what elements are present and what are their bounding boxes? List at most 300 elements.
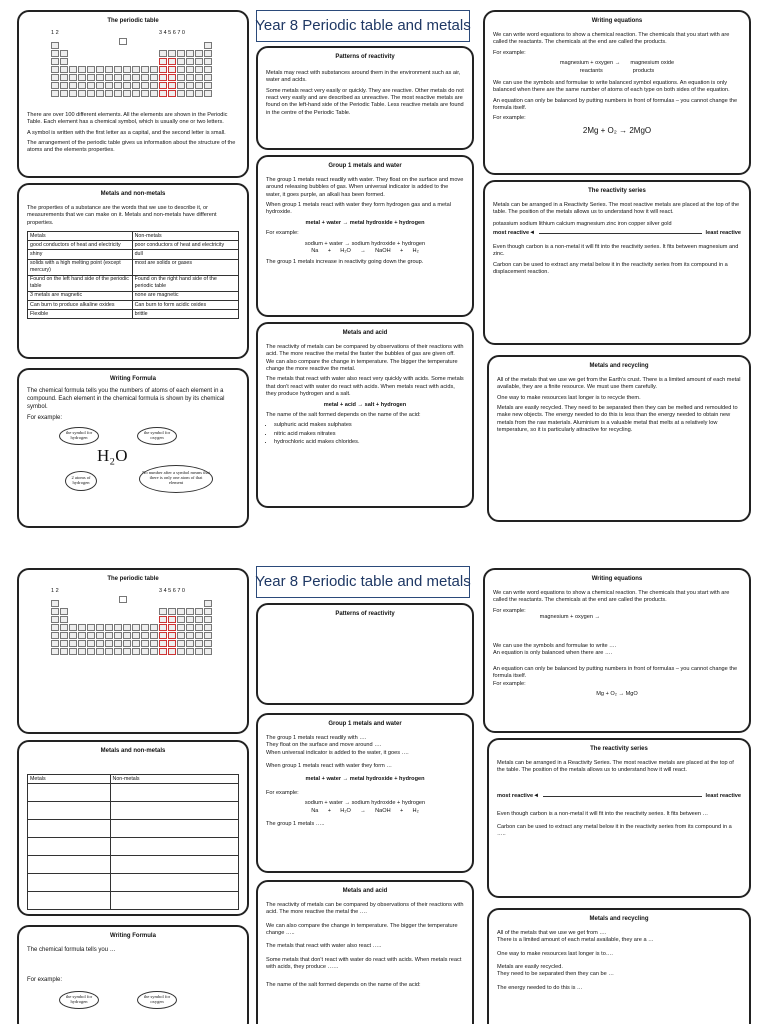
page-title-box [256, 10, 470, 42]
element-cell [195, 74, 203, 81]
recycling-text-3: Metals are easily recycled. They need to be separated then they can be melted and remoulded to make new objects. The energy needed to do this is less than the energy needed to obtain new metals from the raw materials. Aluminium is a valuable metal that melts at a relatively low temperature, so it is particularly attractive for recycling. [497, 405, 738, 434]
element-cell [51, 648, 59, 655]
element-cell [132, 74, 140, 81]
metals-nonmetals-table [27, 231, 239, 319]
element-cell [195, 616, 203, 623]
element-cell [204, 640, 212, 647]
reactivity-text-3: Carbon can be used to extract any metal below it in the reactivity series from its compound in a ….. [497, 823, 732, 838]
element-cell [105, 648, 113, 655]
metals-list: potassium sodium lithium calcium magnesium zinc iron copper silver gold [493, 220, 672, 227]
element-cell [150, 632, 158, 639]
element-cell [177, 90, 185, 97]
element-cell [168, 616, 176, 623]
element-cell [96, 74, 104, 81]
element-cell [204, 82, 212, 89]
writing-eq-text-1: We can write word equations to show a chemical reaction. The chemicals that you start with are called the reactants. The chemicals at the end are called the products. [493, 589, 730, 604]
element-cell [195, 608, 203, 615]
element-cell [159, 74, 167, 81]
reactivity-series-card-blank [487, 738, 751, 898]
bubble-symbol-hydrogen: the symbol for hydrogen [59, 427, 99, 445]
element-cell [150, 648, 158, 655]
col-metals: Metals [28, 232, 133, 241]
equation-labels [493, 68, 741, 75]
element-cell [141, 648, 149, 655]
element-cell [60, 58, 68, 65]
card-title: The reactivity series [588, 188, 646, 194]
element-cell [195, 640, 203, 647]
element-cell [168, 632, 176, 639]
periodic-table-card-blank [17, 568, 249, 734]
element-cell [195, 624, 203, 631]
element-cell [204, 648, 212, 655]
element-cell [60, 632, 68, 639]
element-cell [51, 66, 59, 73]
element-cell [150, 74, 158, 81]
element-cell [87, 640, 95, 647]
equation-left: magnesium + oxygen → [559, 60, 621, 67]
periodic-text-1: There are over 100 different elements. All the elements are shown in the Periodic Table. Each element has a chemical symbol, which is usually one or two letters. [27, 111, 228, 126]
element-cell [51, 58, 59, 65]
acid-text-2: We can also compare the change in temperature. The bigger the temperature change ….. [266, 922, 458, 937]
element-cell [168, 648, 176, 655]
element-cell [177, 82, 185, 89]
table-row: Flexible brittle [28, 310, 239, 319]
acid-bullets [274, 422, 464, 446]
element-cell [114, 632, 122, 639]
element-cell [177, 640, 185, 647]
element-cell [168, 608, 176, 615]
element-cell [87, 648, 95, 655]
group-numbers-left: 1 2 [51, 29, 59, 36]
reactivity-series-card [483, 180, 751, 345]
periodic-text-3: The arrangement of the periodic table gives us information about the structure of the atoms and the elements properties. [27, 140, 236, 154]
element-cell [186, 632, 194, 639]
element-cell [105, 66, 113, 73]
element-cell [186, 624, 194, 631]
element-cell [195, 50, 203, 57]
element-cell [78, 632, 86, 639]
element-cell [69, 74, 77, 81]
element-cell [96, 648, 104, 655]
element-cell [204, 608, 212, 615]
group1-eq-words: sodium + water → sodium hydroxide + hydrogen [304, 240, 426, 247]
writing-equations-card [483, 10, 751, 175]
element-cell [204, 90, 212, 97]
element-cell [69, 640, 77, 647]
element-cell [168, 74, 176, 81]
table-row: Can burn to produce alkaline oxides Can burn to form acidic oxides [28, 301, 239, 310]
element-cell [159, 648, 167, 655]
recycling-text-3a: Metals are easily recycled. [497, 964, 563, 971]
element-cell [51, 82, 59, 89]
element-cell [204, 600, 212, 607]
group1-text-1a: The group 1 metals react readily with …. [266, 734, 367, 741]
element-cell [87, 82, 95, 89]
element-cell [96, 66, 104, 73]
hydrogen-cell [119, 596, 127, 603]
periodic-table-card [17, 10, 249, 178]
most-reactive-label: most reactive [497, 792, 534, 799]
symbol-equation: Mg + O₂ → MgO [596, 690, 638, 697]
element-cell [123, 632, 131, 639]
element-cell [177, 624, 185, 631]
bubble-symbol-oxygen: the symbol for oxygen [137, 991, 177, 1009]
col-nonmetals: Non-metals [132, 232, 238, 241]
element-cell [105, 74, 113, 81]
element-cell [51, 640, 59, 647]
group1-word-equation: metal + water → metal hydroxide + hydrogen [305, 219, 425, 226]
recycling-text-2: One way to make resources last longer is to…. [497, 950, 613, 957]
metals-nonmetals-text: The properties of a substance are the words that we use to describe it, or measurements that we can make on it. Metals and non-metals have different properties. [27, 204, 217, 226]
element-cell [123, 66, 131, 73]
card-title: Metals and acid [342, 888, 388, 894]
element-cell [195, 66, 203, 73]
card-title: Group 1 metals and water [328, 721, 402, 727]
acid-text-2: The metals that react with water also react very quickly with acids. Some metals that don't react with water do react with acids. When metals react with acids, they produce hydrogen and a salt. [266, 376, 464, 398]
card-title: Metals and recycling [589, 363, 649, 369]
element-cell [78, 648, 86, 655]
writing-formula-card-blank [17, 925, 249, 1024]
element-cell [204, 50, 212, 57]
element-cell [186, 58, 194, 65]
element-cell [132, 90, 140, 97]
element-cell [186, 74, 194, 81]
element-cell [195, 632, 203, 639]
most-reactive-label: most reactive [493, 230, 530, 237]
element-cell [114, 624, 122, 631]
table-row [28, 820, 239, 838]
card-title: Metals and non-metals [100, 748, 166, 754]
group1-eq-words: sodium + water → sodium hydroxide + hydrogen [304, 800, 426, 807]
element-cell [186, 50, 194, 57]
element-cell [96, 82, 104, 89]
element-cell [60, 90, 68, 97]
periodic-table-diagram [43, 588, 223, 670]
element-cell [159, 58, 167, 65]
bubble-symbol-oxygen: the symbol for oxygen [137, 427, 177, 445]
table-row [28, 874, 239, 892]
element-cell [96, 90, 104, 97]
element-cell [186, 66, 194, 73]
element-cell [87, 624, 95, 631]
element-cell [123, 624, 131, 631]
element-cell [168, 66, 176, 73]
element-cell [51, 624, 59, 631]
writing-eq-text-2b: An equation is only balanced when there are …. [493, 650, 613, 657]
card-title: Patterns of reactivity [335, 54, 395, 60]
card-title: Metals and non-metals [100, 191, 166, 197]
reactants-label: reactants [579, 68, 603, 75]
element-cell [60, 616, 68, 623]
element-cell [114, 66, 122, 73]
element-cell [51, 42, 59, 49]
element-cell [105, 82, 113, 89]
recycling-card [487, 355, 751, 522]
element-cell [51, 608, 59, 615]
element-cell [96, 640, 104, 647]
acid-text-4: Some metals that don't react with water do react with acids. When metals react with acids, they produce …… [266, 956, 462, 971]
equation-left: magnesium + oxygen → [539, 613, 601, 620]
element-cell [177, 632, 185, 639]
element-cell [177, 58, 185, 65]
patterns-text-2: Some metals react very easily or quickly. They are reactive. Other metals do not react very easily and are described as unreactive. The most reactive metals are found on the left-hand side of the Periodic Table. Less reactive metals are found in the centre of the Periodic Table. [266, 87, 464, 116]
group1-text-2: When group 1 metals react with water they form … [266, 763, 392, 770]
col-metals: Metals [28, 774, 111, 783]
element-cell [60, 82, 68, 89]
element-cell [168, 50, 176, 57]
element-cell [204, 624, 212, 631]
reactivity-arrow [497, 793, 741, 801]
element-cell [159, 82, 167, 89]
group1-word-equation: metal + water → metal hydroxide + hydrogen [305, 776, 425, 783]
table-row: shiny dull [28, 250, 239, 259]
group1-text-3: The group 1 metals increase in reactivity going down the group. [266, 259, 424, 266]
hydrogen-cell [119, 38, 127, 45]
element-cell [78, 90, 86, 97]
group1-text-3: The group 1 metals ….. [266, 820, 325, 827]
element-cell [60, 50, 68, 57]
symbol-equation: 2Mg + O₂ → 2MgO [582, 125, 652, 135]
group1-eq-symbols: Na + H₂O → NaOH + H₂ [311, 247, 419, 254]
element-cell [87, 74, 95, 81]
element-cell [141, 640, 149, 647]
element-cell [114, 90, 122, 97]
element-cell [51, 50, 59, 57]
element-cell [123, 74, 131, 81]
element-cell [78, 82, 86, 89]
page-title: Year 8 Periodic table and metals [255, 17, 471, 35]
element-cell [177, 648, 185, 655]
group1-text-1: The group 1 metals react readily with water. They float on the surface and move around releasing bubbles of gas. When universal indicator is added to the water, it goes purple, an alkali has been formed. [266, 176, 464, 198]
element-cell [60, 624, 68, 631]
element-cell [132, 82, 140, 89]
element-cell [168, 82, 176, 89]
writing-eq-text-3: An equation can only be balanced by putting numbers in front of formulas – you cannot change the formula itself. [493, 665, 738, 680]
group1-card-blank [256, 713, 474, 873]
element-cell [96, 632, 104, 639]
page-title-box-2 [256, 566, 470, 598]
element-cell [141, 66, 149, 73]
element-cell [141, 90, 149, 97]
card-title: Metals and acid [342, 330, 388, 336]
for-example: For example: [266, 789, 299, 796]
element-cell [186, 616, 194, 623]
table-row: 3 metals are magnetic none are magnetic [28, 291, 239, 300]
periodic-text-2: A symbol is written with the first letter as a capital, and the second letter is small. [27, 129, 226, 136]
element-cell [195, 58, 203, 65]
for-example: For example: [493, 49, 526, 56]
for-example-2: For example: [493, 680, 526, 687]
element-cell [69, 82, 77, 89]
element-cell [204, 74, 212, 81]
reactivity-arrow [493, 230, 741, 238]
element-cell [123, 90, 131, 97]
element-cell [105, 640, 113, 647]
table-row [28, 838, 239, 856]
element-cell [186, 90, 194, 97]
least-reactive-label: least reactive [705, 230, 741, 237]
arrow-left-icon: ◄ [533, 792, 540, 799]
metals-acid-card-blank [256, 880, 474, 1024]
arrow-line [539, 233, 702, 234]
element-cell [177, 66, 185, 73]
word-equation [493, 608, 741, 621]
card-title: Patterns of reactivity [335, 611, 395, 617]
element-cell [141, 82, 149, 89]
col-nonmetals: Non-metals [110, 774, 239, 783]
element-cell [195, 82, 203, 89]
card-title: Writing Formula [110, 933, 156, 939]
element-cell [159, 66, 167, 73]
element-cell [69, 624, 77, 631]
for-example: For example: [27, 414, 63, 421]
list-item: • hydrochloric acid makes chlorides. [274, 439, 464, 446]
writing-formula-card [17, 368, 249, 528]
table-row: good conductors of heat and electricity poor conductors of heat and electricity [28, 241, 239, 250]
recycling-text-2: One way to make resources last longer is to recycle them. [497, 394, 641, 401]
element-cell [114, 82, 122, 89]
card-title: Writing equations [591, 18, 643, 24]
least-reactive-label: least reactive [705, 792, 741, 799]
patterns-card [256, 46, 474, 150]
element-cell [132, 66, 140, 73]
element-cell [141, 74, 149, 81]
element-cell [69, 90, 77, 97]
writing-eq-text-3: An equation can only be balanced by putting numbers in front of formulas – you cannot change the formula itself. [493, 97, 738, 111]
element-cell [60, 640, 68, 647]
element-cell [123, 648, 131, 655]
element-cell [204, 58, 212, 65]
table-row: Found on the left hand side of the periodic table Found on the right hand side of the periodic table [28, 275, 239, 291]
element-cell [168, 624, 176, 631]
element-cell [168, 640, 176, 647]
element-cell [186, 82, 194, 89]
group1-eq-symbols: Na + H₂O → NaOH + H₂ [311, 807, 419, 814]
element-cell [159, 624, 167, 631]
element-cell [132, 640, 140, 647]
element-cell [177, 616, 185, 623]
card-title: Group 1 metals and water [328, 163, 402, 169]
element-cell [87, 632, 95, 639]
element-cell [96, 624, 104, 631]
element-cell [186, 648, 194, 655]
group1-text-2: When group 1 metals react with water they form hydrogen gas and a metal hydroxide. [266, 202, 451, 216]
element-cell [78, 66, 86, 73]
element-cell [69, 66, 77, 73]
word-equation [493, 60, 741, 67]
periodic-table-diagram [43, 30, 223, 112]
element-cell [177, 50, 185, 57]
reactivity-text-2: Even though carbon is a non-metal it will fit into the reactivity series. It fits between magnesium and zinc. [493, 243, 739, 258]
list-item: • sulphuric acid makes sulphates [274, 422, 464, 429]
element-cell [78, 624, 86, 631]
acid-text-3: The metals that react with water also react ….. [266, 943, 382, 950]
element-cell [204, 42, 212, 49]
writing-equations-card-blank [483, 568, 751, 733]
element-cell [51, 74, 59, 81]
element-cell [105, 90, 113, 97]
element-cell [150, 640, 158, 647]
group1-card [256, 155, 474, 317]
element-cell [132, 624, 140, 631]
for-example: For example: [27, 976, 63, 983]
patterns-text-1: Metals may react with substances around them in the environment such as air, water and acids. [266, 69, 461, 84]
element-cell [141, 632, 149, 639]
element-cell [159, 50, 167, 57]
element-cell [195, 90, 203, 97]
metals-nonmetals-card-blank [17, 740, 249, 916]
element-cell [141, 624, 149, 631]
element-cell [186, 640, 194, 647]
h2o-diagram [27, 989, 239, 1009]
element-cell [69, 632, 77, 639]
recycling-text-1b: There is a limited amount of each metal available, they are a … [497, 937, 654, 944]
reactivity-text-3: Carbon can be used to extract any metal below it in the reactivity series from its compound in a displacement reaction. [493, 261, 728, 275]
card-title: Metals and recycling [589, 916, 649, 922]
element-cell [159, 640, 167, 647]
element-cell [114, 640, 122, 647]
h2o-diagram [27, 427, 239, 497]
element-cell [159, 632, 167, 639]
element-cell [78, 74, 86, 81]
element-cell [159, 90, 167, 97]
formula-text-1: The chemical formula tells you … [27, 946, 116, 953]
element-cell [114, 74, 122, 81]
metals-acid-card [256, 322, 474, 508]
element-cell [159, 616, 167, 623]
acid-text-1: The reactivity of metals can be compared by observations of their reactions with acid. The more reactive the metal the faster the bubbles of gas are given off. We can also compare the change in temperature. The bigger the temperature change the more reactive the metal. [266, 343, 464, 373]
writing-eq-text-2: We can use the symbols and formulae to write balanced symbol equations. An equation is only balanced when there are the same number of atoms of each type on both sides of the equation. [493, 79, 730, 94]
element-cell [123, 82, 131, 89]
table-row [28, 892, 239, 910]
element-cell [105, 632, 113, 639]
reactivity-text-1: Metals can be arranged in a Reactivity Series. The most reactive metals are placed at the top of the table. The position of the metals allows us to understand how it will react. [493, 201, 740, 216]
element-cell [195, 648, 203, 655]
formula-text-1: The chemical formula tells you the numbers of atoms of each element in a compound. Each element in the chemical formula is shown by its chemical symbol. [27, 387, 225, 410]
reactivity-text-1: Metals can be arranged in a Reactivity Series. The most reactive metals are placed at the top of the table. The position of the metals allows us to understand how it will react. [497, 759, 734, 774]
acid-text-1: The reactivity of metals can be compared by observations of their reactions with acid. The more reactive the metal the …. [266, 901, 464, 916]
element-cell [87, 66, 95, 73]
element-cell [51, 616, 59, 623]
metals-nonmetals-card [17, 183, 249, 359]
element-cell [87, 90, 95, 97]
element-cell [186, 608, 194, 615]
for-example: For example: [266, 230, 299, 237]
group1-text-1c: When universal indicator is added to the water, it goes …. [266, 749, 409, 756]
group-numbers-right: 3 4 5 6 7 0 [159, 29, 185, 36]
arrow-left-icon: ◄ [529, 229, 536, 236]
element-cell [159, 608, 167, 615]
table-row [28, 802, 239, 820]
element-cell [150, 66, 158, 73]
element-cell [69, 648, 77, 655]
element-cell [60, 608, 68, 615]
reactivity-text-2: Even though carbon is a non-metal it will fit into the reactivity series. It fits between … [497, 810, 709, 817]
bubble-no-number: No number after a symbol means that there is only one atom of that element [139, 465, 213, 493]
element-cell [60, 74, 68, 81]
element-cell [51, 632, 59, 639]
card-title: The periodic table [107, 18, 159, 24]
recycling-text-1a: All of the metals that we use we get from …. [497, 929, 607, 936]
element-cell [168, 58, 176, 65]
element-cell [51, 600, 59, 607]
element-cell [132, 632, 140, 639]
element-cell [114, 648, 122, 655]
element-cell [51, 90, 59, 97]
card-title: The periodic table [107, 576, 159, 582]
writing-eq-text-1: We can write word equations to show a chemical reaction. The chemicals that you start with are called the reactants. The chemicals at the end are called the products. [493, 31, 730, 46]
equation-right: magnesium oxide [630, 60, 675, 67]
